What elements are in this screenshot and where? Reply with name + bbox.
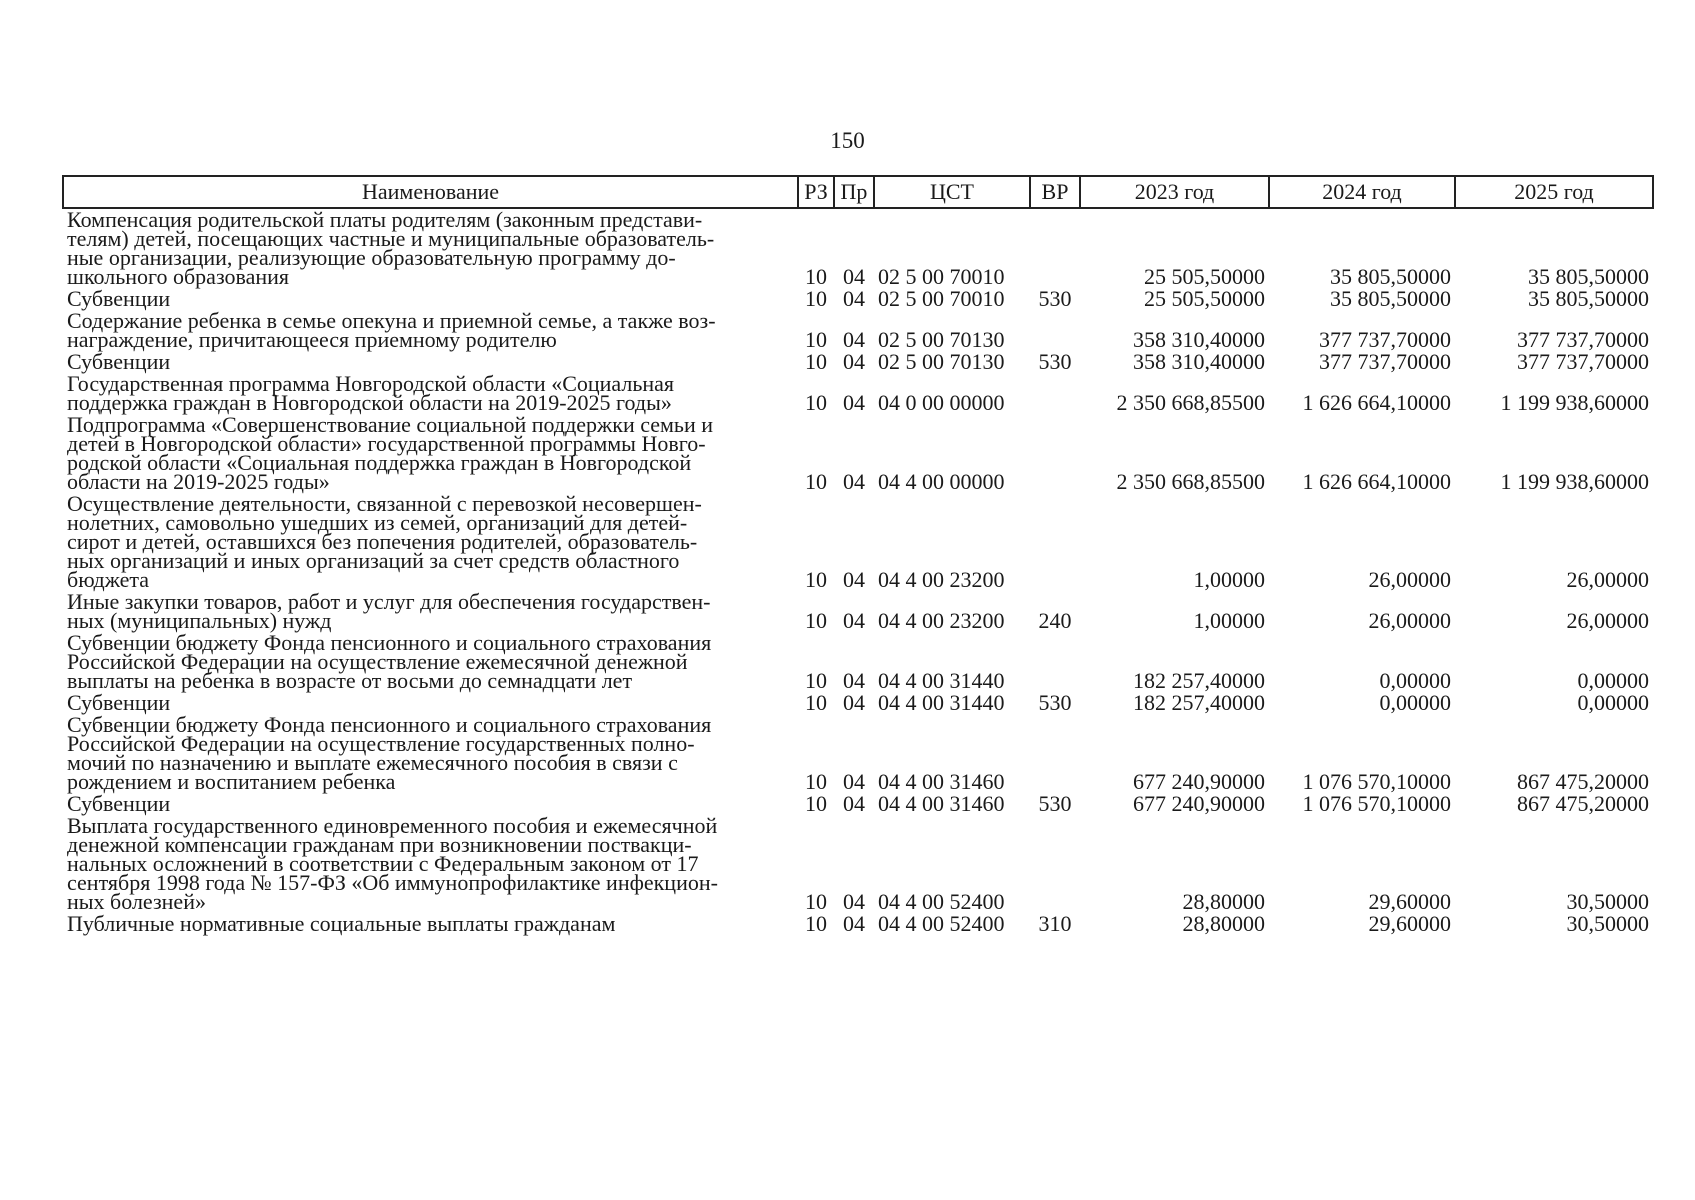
cell-y2024: 1 626 664,10000 (1302, 390, 1451, 415)
cell-pr: 04 (843, 390, 865, 415)
table-row (63, 913, 1653, 935)
cell-cst: 04 4 00 52400 (878, 911, 1005, 936)
table-row (63, 493, 1653, 591)
cell-vr: 310 (1038, 911, 1072, 936)
cell-rz: 10 (805, 327, 827, 352)
cell-y2024: 0,00000 (1379, 668, 1451, 693)
cell-pr: 04 (843, 690, 865, 715)
cell-y2025: 377 737,70000 (1517, 349, 1649, 374)
cell-y2023: 28,80000 (1182, 911, 1265, 936)
cell-cst: 02 5 00 70010 (878, 286, 1005, 311)
cell-y2024: 0,00000 (1379, 690, 1451, 715)
table-row (63, 692, 1653, 714)
cell-y2023: 25 505,50000 (1144, 286, 1265, 311)
table-row (63, 591, 1653, 632)
cell-name: Содержание ребенка в семье опекуна и приемной семье, а также воз- награждение, причитающееся приемному родителю (67, 308, 716, 352)
cell-pr: 04 (843, 608, 865, 633)
cell-cst: 04 4 00 31460 (878, 769, 1005, 794)
cell-pr: 04 (843, 668, 865, 693)
cell-y2024: 29,60000 (1368, 911, 1451, 936)
header-name: Наименование (63, 176, 798, 208)
cell-y2023: 677 240,90000 (1133, 769, 1265, 794)
cell-name: Субвенции (67, 349, 171, 374)
page-number: 150 (830, 128, 865, 153)
cell-pr: 04 (843, 349, 865, 374)
header-rz: РЗ (798, 176, 834, 208)
cell-pr: 04 (843, 286, 865, 311)
cell-pr: 04 (843, 769, 865, 794)
cell-y2025: 0,00000 (1577, 668, 1649, 693)
cell-y2024: 35 805,50000 (1330, 264, 1451, 289)
cell-y2023: 2 350 668,85500 (1116, 469, 1265, 494)
cell-cst: 04 4 00 52400 (878, 889, 1005, 914)
cell-pr: 04 (843, 327, 865, 352)
cell-y2025: 1 199 938,60000 (1500, 469, 1649, 494)
cell-cst: 02 5 00 70130 (878, 327, 1005, 352)
cell-y2023: 1,00000 (1193, 608, 1265, 633)
cell-vr (1030, 208, 1080, 288)
cell-cst: 04 4 00 23200 (878, 608, 1005, 633)
cell-y2025: 30,50000 (1566, 889, 1649, 914)
cell-y2024: 1 076 570,10000 (1302, 791, 1451, 816)
cell-pr: 04 (843, 889, 865, 914)
cell-y2024: 377 737,70000 (1319, 327, 1451, 352)
header-cst: ЦСТ (874, 176, 1030, 208)
cell-rz: 10 (805, 668, 827, 693)
cell-pr: 04 (843, 469, 865, 494)
cell-vr: 240 (1038, 608, 1072, 633)
cell-name: Субвенции бюджету Фонда пенсионного и социального страхования Российской Федерации на осуществление ежемесячной денежной выплаты на ребенка в возрасте от восьми до семнадцати лет (67, 630, 712, 693)
cell-y2024: 26,00000 (1368, 567, 1451, 592)
cell-y2024: 1 626 664,10000 (1302, 469, 1451, 494)
cell-y2023: 182 257,40000 (1133, 668, 1265, 693)
cell-rz: 10 (805, 769, 827, 794)
cell-cst: 04 4 00 00000 (878, 469, 1005, 494)
cell-vr (1030, 493, 1080, 591)
cell-y2025: 26,00000 (1566, 567, 1649, 592)
cell-y2025: 867 475,20000 (1517, 769, 1649, 794)
cell-y2024: 35 805,50000 (1330, 286, 1451, 311)
cell-cst: 04 4 00 31440 (878, 690, 1005, 715)
cell-vr: 530 (1038, 791, 1072, 816)
cell-name: Субвенции (67, 286, 171, 311)
cell-y2024: 377 737,70000 (1319, 349, 1451, 374)
cell-rz: 10 (805, 567, 827, 592)
table-body (63, 208, 1653, 935)
cell-y2025: 26,00000 (1566, 608, 1649, 633)
cell-y2023: 182 257,40000 (1133, 690, 1265, 715)
table-row (63, 208, 1653, 288)
cell-rz: 10 (805, 286, 827, 311)
table-row (63, 815, 1653, 913)
cell-cst: 02 5 00 70130 (878, 349, 1005, 374)
table-row (63, 793, 1653, 815)
cell-vr: 530 (1038, 349, 1072, 374)
cell-pr: 04 (843, 264, 865, 289)
cell-rz: 10 (805, 608, 827, 633)
cell-y2023: 2 350 668,85500 (1116, 390, 1265, 415)
cell-y2023: 1,00000 (1193, 567, 1265, 592)
cell-cst: 04 4 00 31460 (878, 791, 1005, 816)
cell-rz: 10 (805, 390, 827, 415)
cell-name: Государственная программа Новгородской области «Социальная поддержка граждан в Новгородской области на 2019-2025 годы» (67, 371, 675, 415)
header-2025: 2025 год (1455, 176, 1653, 208)
cell-y2025: 35 805,50000 (1528, 286, 1649, 311)
table-row (63, 414, 1653, 493)
cell-rz: 10 (805, 889, 827, 914)
cell-rz: 10 (805, 349, 827, 374)
cell-cst: 04 4 00 23200 (878, 567, 1005, 592)
cell-y2023: 358 310,40000 (1133, 349, 1265, 374)
cell-vr: 530 (1038, 286, 1072, 311)
cell-vr (1030, 373, 1080, 414)
cell-rz: 10 (805, 911, 827, 936)
cell-vr (1030, 815, 1080, 913)
cell-y2025: 35 805,50000 (1528, 264, 1649, 289)
header-2023: 2023 год (1080, 176, 1269, 208)
cell-y2025: 30,50000 (1566, 911, 1649, 936)
cell-vr (1030, 632, 1080, 692)
cell-pr: 04 (843, 791, 865, 816)
cell-name: Выплата государственного единовременного пособия и ежемесячной денежной компенсации гражданам при возникновении поствакци- нальных осложнений в соответствии с Федеральным законом от 17 сентября 1998 года № 157-ФЗ «Об иммунопрофилактике инфекцион- ных болезней» (67, 813, 718, 914)
cell-y2024: 29,60000 (1368, 889, 1451, 914)
cell-name: Субвенции бюджету Фонда пенсионного и социального страхования Российской Федерации на осуществление государственных полно- мочий по назначению и выплате ежемесячного пособия в связи с рождением и воспитанием ребенка (67, 712, 712, 794)
budget-table (62, 175, 1654, 935)
cell-y2025: 0,00000 (1577, 690, 1649, 715)
cell-name: Субвенции (67, 690, 171, 715)
table-row (63, 714, 1653, 793)
cell-rz: 10 (805, 469, 827, 494)
table-row (63, 310, 1653, 351)
cell-vr (1030, 310, 1080, 351)
cell-pr: 04 (843, 567, 865, 592)
cell-y2023: 677 240,90000 (1133, 791, 1265, 816)
cell-y2024: 26,00000 (1368, 608, 1451, 633)
cell-name: Подпрограмма «Совершенствование социальной поддержки семьи и детей в Новгородской области» государственной программы Новго- родской области «Социальная поддержка граждан в Новгородской области на 2019-2025 годы» (67, 412, 714, 494)
cell-cst: 04 0 00 00000 (878, 390, 1005, 415)
cell-y2023: 28,80000 (1182, 889, 1265, 914)
cell-name: Компенсация родительской платы родителям (законным представи- телям) детей, посещающих частные и муниципальные образователь- ные организации, реализующие образовательную программу до- школьного образования (67, 207, 715, 289)
cell-name: Осуществление деятельности, связанной с перевозкой несовершен- нолетних, самовольно ушедших из семей, организаций для детей- сирот и детей, оставшихся без попечения родителей, образователь- ных организаций и иных организаций за счет средств областного бюджета (67, 491, 702, 592)
cell-rz: 10 (805, 791, 827, 816)
cell-pr: 04 (843, 911, 865, 936)
cell-name: Иные закупки товаров, работ и услуг для обеспечения государствен- ных (муниципальных) нужд (67, 589, 711, 633)
header-pr: Пр (834, 176, 874, 208)
cell-y2025: 377 737,70000 (1517, 327, 1649, 352)
cell-cst: 02 5 00 70010 (878, 264, 1005, 289)
table-row (63, 632, 1653, 692)
cell-y2024: 1 076 570,10000 (1302, 769, 1451, 794)
header-2024: 2024 год (1269, 176, 1455, 208)
cell-vr (1030, 414, 1080, 493)
cell-cst: 04 4 00 31440 (878, 668, 1005, 693)
cell-name: Публичные нормативные социальные выплаты гражданам (67, 911, 616, 936)
cell-y2023: 25 505,50000 (1144, 264, 1265, 289)
table-row (63, 373, 1653, 414)
cell-rz: 10 (805, 690, 827, 715)
cell-rz: 10 (805, 264, 827, 289)
table-row (63, 288, 1653, 310)
table-header (63, 176, 1653, 208)
table-row (63, 351, 1653, 373)
cell-y2025: 1 199 938,60000 (1500, 390, 1649, 415)
cell-vr: 530 (1038, 690, 1072, 715)
cell-y2023: 358 310,40000 (1133, 327, 1265, 352)
cell-vr (1030, 714, 1080, 793)
cell-name: Субвенции (67, 791, 171, 816)
header-vr: ВР (1030, 176, 1080, 208)
cell-y2025: 867 475,20000 (1517, 791, 1649, 816)
